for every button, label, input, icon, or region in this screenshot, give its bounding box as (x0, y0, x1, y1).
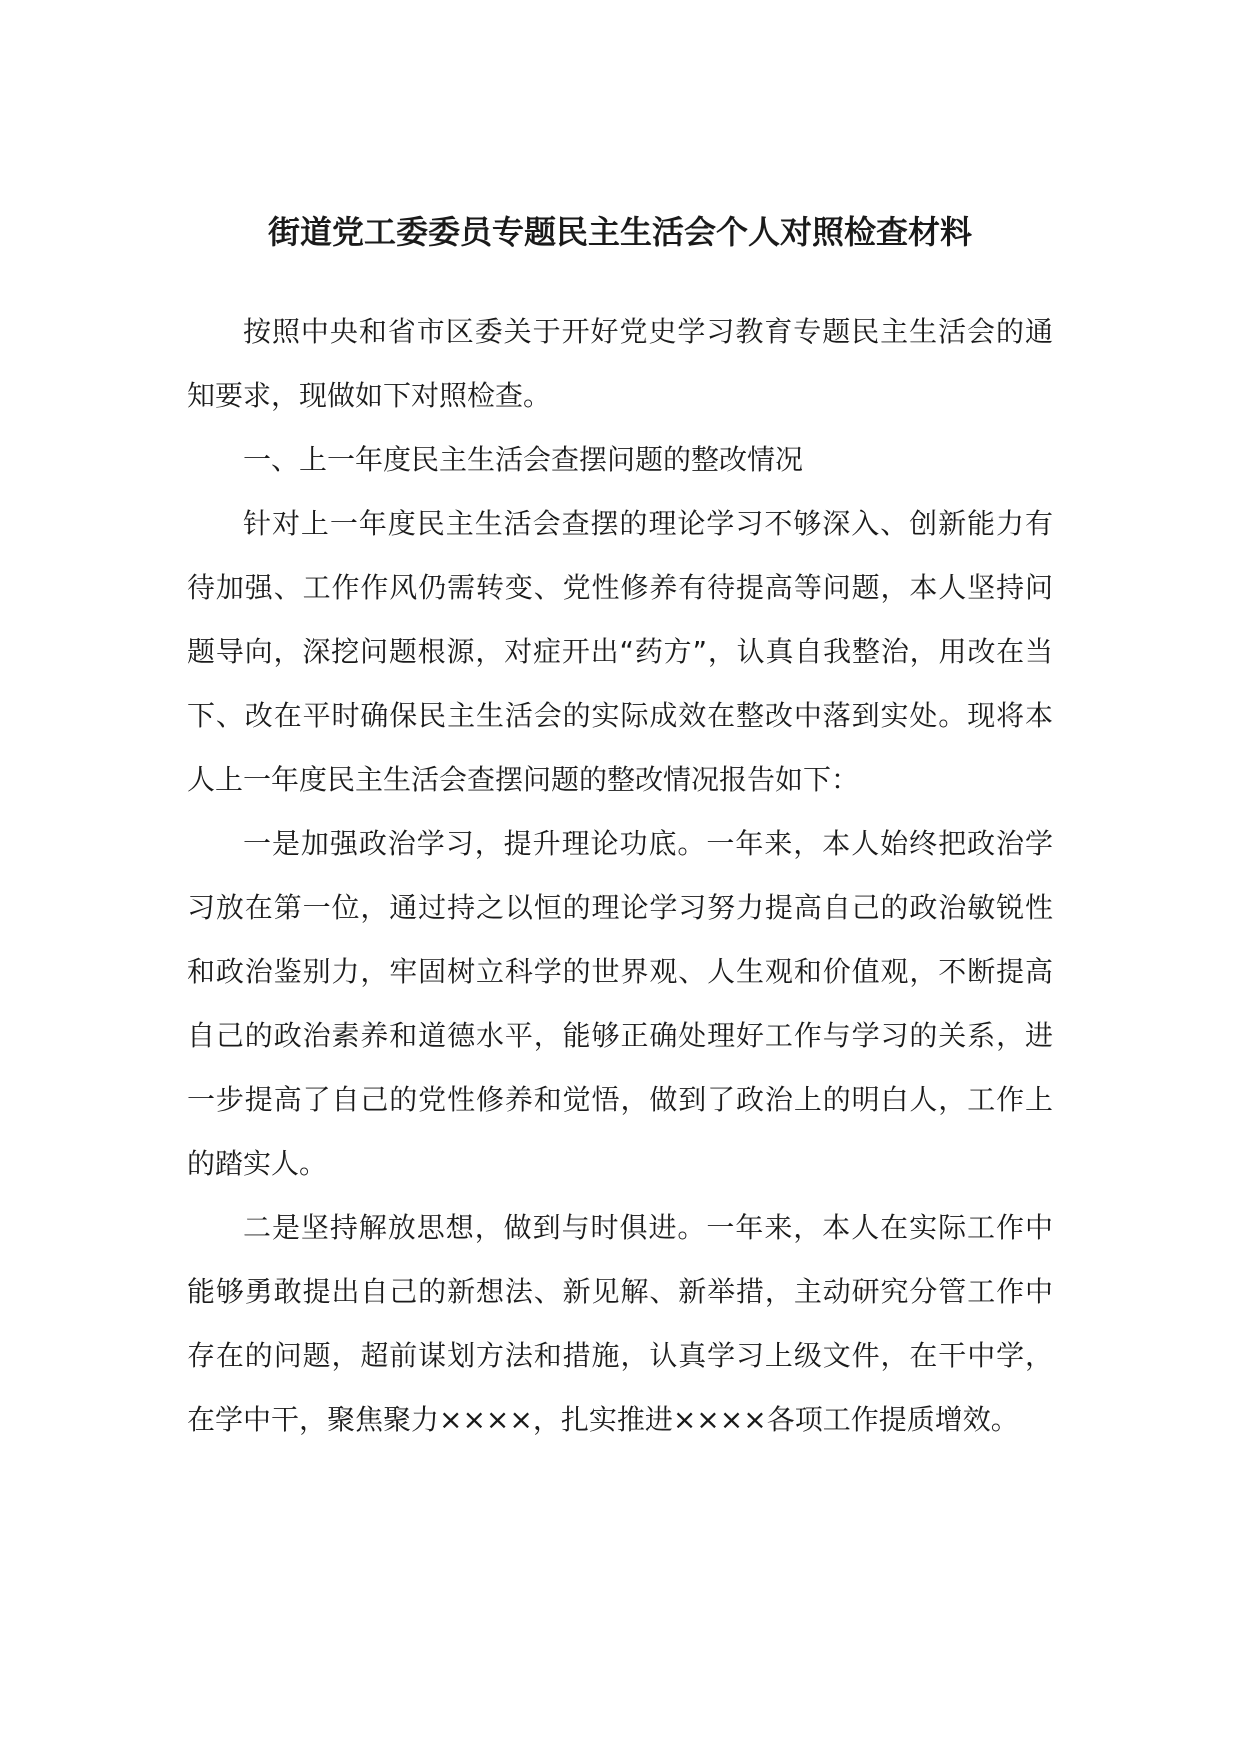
body-paragraph: 二是坚持解放思想，做到与时俱进。一年来，本人在实际工作中能够勇敢提出自己的新想法、新见解、新举措，主动研究分管工作中存在的问题，超前谋划方法和措施，认真学习上级文件，在干中学，在学中干，聚焦聚力××××，扎实推进××××各项工作提质增效。 (187, 1211, 1053, 1436)
body-paragraph: 针对上一年度民主生活会查摆的理论学习不够深入、创新能力有待加强、工作作风仍需转变、党性修养有待提高等问题，本人坚持问题导向，深挖问题根源，对症开出“药方”，认真自我整治，用改在当下、改在平时确保民主生活会的实际成效在整改中落到实处。现将本人上一年度民主生活会查摆问题的整改情况报告如下： (187, 507, 1053, 796)
document-title: 街道党工委委员专题民主生活会个人对照检查材料 (267, 213, 972, 251)
section-heading: 一、上一年度民主生活会查摆问题的整改情况 (243, 443, 804, 476)
intro-paragraph: 按照中央和省市区委关于开好党史学习教育专题民主生活会的通知要求，现做如下对照检查。 (187, 315, 1053, 412)
document-body (187, 300, 1053, 1452)
body-paragraph: 一是加强政治学习，提升理论功底。一年来，本人始终把政治学习放在第一位，通过持之以恒的理论学习努力提高自己的政治敏锐性和政治鉴别力，牢固树立科学的世界观、人生观和价值观，不断提高自己的政治素养和道德水平，能够正确处理好工作与学习的关系，进一步提高了自己的党性修养和觉悟，做到了政治上的明白人，工作上的踏实人。 (187, 827, 1053, 1180)
